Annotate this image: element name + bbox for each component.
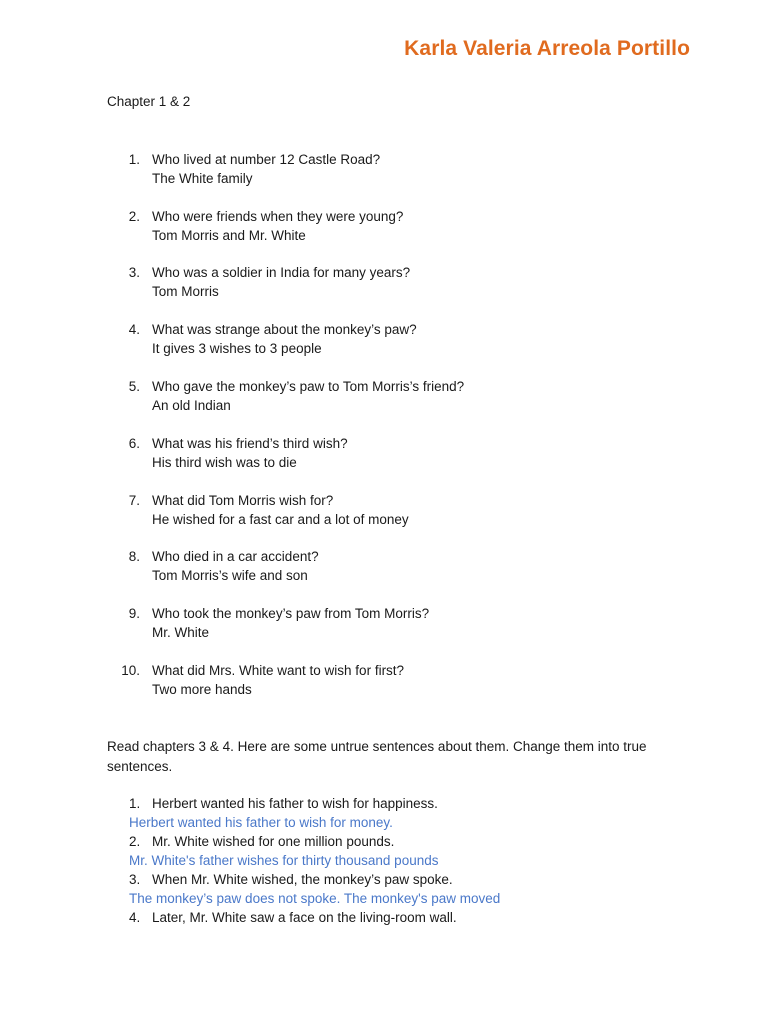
chapter-heading: Chapter 1 & 2: [107, 94, 191, 109]
question-number: 3.: [128, 265, 140, 280]
statement-text: Herbert wanted his father to wish for happiness.: [152, 796, 438, 811]
question-number: 2.: [128, 209, 140, 224]
answer-text: An old Indian: [152, 398, 231, 413]
answer-text: Mr. White: [152, 625, 210, 640]
question-number: 6.: [128, 436, 140, 451]
question-text: What was strange about the monkey’s paw?: [152, 322, 417, 337]
corrected-sentence: Mr. White's father wishes for thirty thousand pounds: [129, 853, 439, 868]
answer-text: Two more hands: [152, 682, 252, 697]
question-text: Who gave the monkey’s paw to Tom Morris’s friend?: [152, 379, 465, 394]
author-name: Karla Valeria Arreola Portillo: [404, 37, 690, 60]
question-text: Who took the monkey’s paw from Tom Morris?: [152, 606, 430, 621]
question-text: Who lived at number 12 Castle Road?: [152, 152, 381, 167]
question-text: Who died in a car accident?: [152, 549, 319, 564]
statement-number: 3.: [129, 872, 141, 887]
instructions-paragraph: Read chapters 3 & 4. Here are some untrue sentences about them. Change them into true sentences.: [107, 739, 647, 774]
statement-text: When Mr. White wished, the monkey’s paw spoke.: [152, 872, 453, 887]
question-text: What did Mrs. White want to wish for first?: [152, 663, 405, 678]
question-number: 10.: [121, 663, 140, 678]
corrected-sentence: Herbert wanted his father to wish for money.: [129, 815, 393, 830]
answer-text: Tom Morris: [152, 284, 219, 299]
question-number: 4.: [128, 322, 140, 337]
answer-text: Tom Morris’s wife and son: [152, 568, 308, 583]
statement-number: 1.: [129, 796, 141, 811]
question-text: What did Tom Morris wish for?: [152, 493, 334, 508]
question-text: What was his friend’s third wish?: [152, 436, 348, 451]
statement-text: Later, Mr. White saw a face on the living-room wall.: [152, 910, 457, 925]
question-text: Who were friends when they were young?: [152, 209, 404, 224]
answer-text: The White family: [152, 171, 253, 186]
corrected-sentence: The monkey’s paw does not spoke. The monkey's paw moved: [129, 891, 501, 906]
statement-number: 2.: [129, 834, 141, 849]
question-text: Who was a soldier in India for many years?: [152, 265, 411, 280]
question-number: 8.: [128, 549, 140, 564]
question-number: 9.: [128, 606, 140, 621]
answer-text: Tom Morris and Mr. White: [152, 228, 306, 243]
answer-text: His third wish was to die: [152, 455, 297, 470]
statement-number: 4.: [129, 910, 141, 925]
question-number: 1.: [128, 152, 140, 167]
statement-text: Mr. White wished for one million pounds.: [152, 834, 395, 849]
answer-text: He wished for a fast car and a lot of money: [152, 512, 409, 527]
question-number: 7.: [128, 493, 140, 508]
question-number: 5.: [128, 379, 140, 394]
answer-text: It gives 3 wishes to 3 people: [152, 341, 322, 356]
